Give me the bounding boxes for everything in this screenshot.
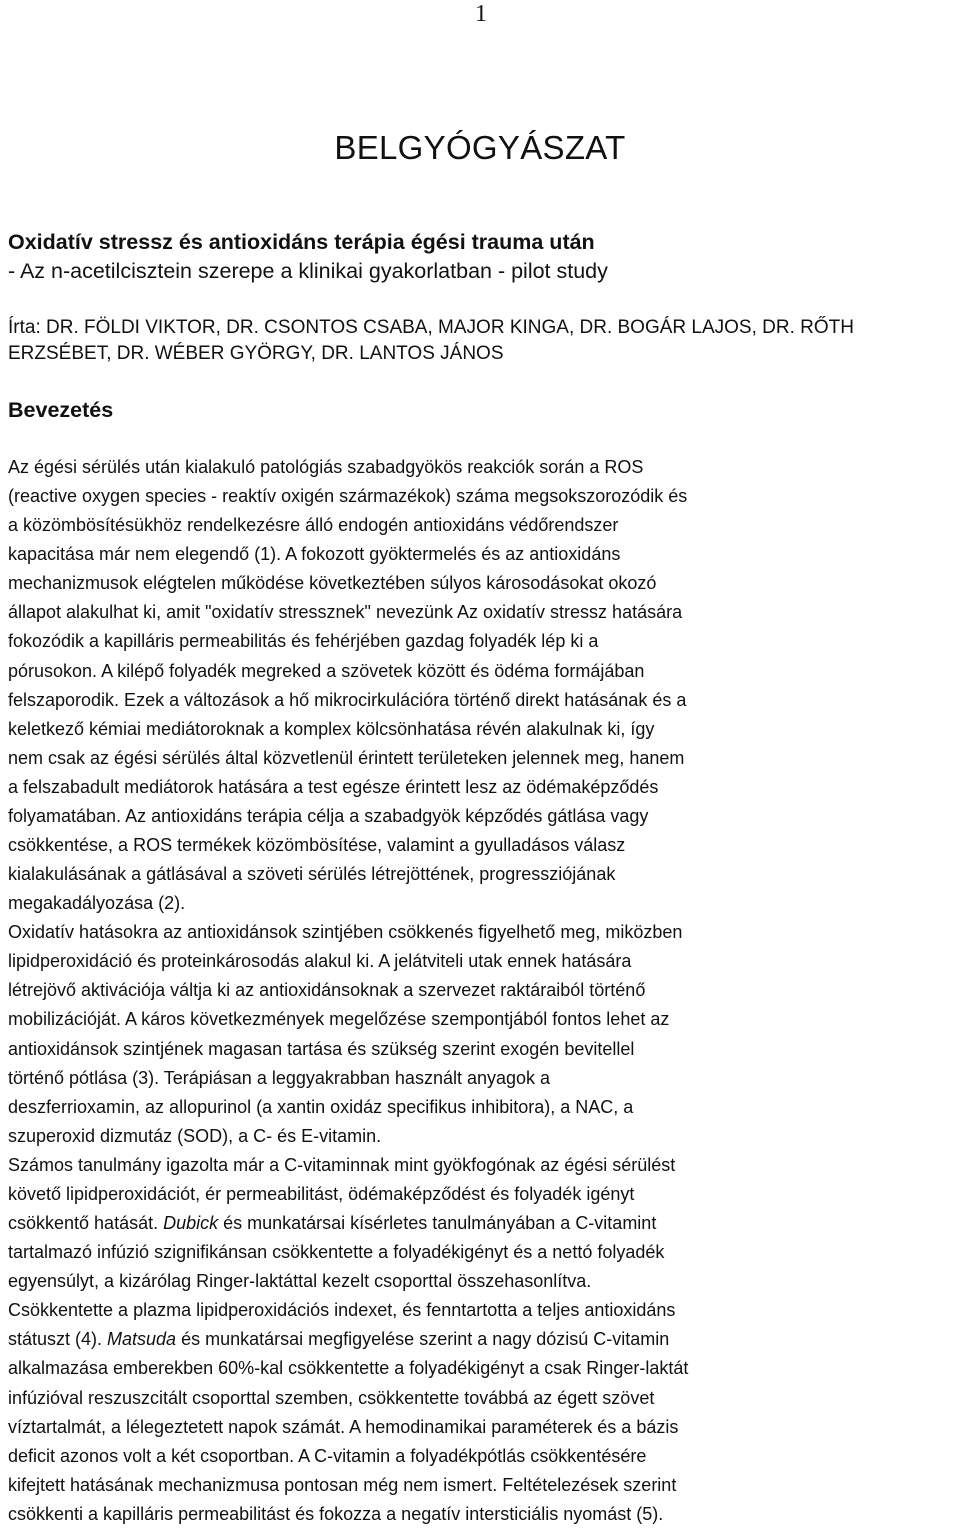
article-subtitle: - Az n-acetilcisztein szerepe a klinikai gyakorlatban - pilot study [8,259,608,283]
body-line: követő lipidperoxidációt, ér permeabilitást, ödémaképződést és folyadék igényt [8,1183,635,1204]
body-line: (reactive oxygen species - reaktív oxigén származékok) száma megsokszorozódik és [8,486,688,507]
author-name-dubick: Dubick [163,1213,219,1234]
body-line: deficit azonos volt a két csoportban. A C-vitamin a folyadékpótlás csökkentésére [8,1445,647,1466]
intro-heading: Bevezetés [8,398,114,422]
body-line: tartalmazó infúzió szignifikánsan csökkentette a folyadékigényt és a nettó folyadék [8,1242,665,1263]
body-line: Csökkentette a plazma lipidperoxidációs indexet, és fenntartotta a teljes antioxidáns [8,1300,676,1321]
body-line: Oxidatív hatásokra az antioxidánsok szintjében csökkenés figyelhető meg, miközben [8,922,683,943]
body-line: állapot alakulhat ki, amit "oxidatív stressznek" nevezünk Az oxidatív stressz hatására [8,602,683,623]
authors-line: Írta: DR. FÖLDI VIKTOR, DR. CSONTOS CSABA, MAJOR KINGA, DR. BOGÁR LAJOS, DR. RŐTH [8,317,854,338]
body-line: pórusokon. A kilépő folyadék megreked a szövetek között és ödéma formájában [8,660,645,681]
body-line: kialakulásának a gátlásával a szöveti sérülés létrejöttének, progressziójának [8,864,616,885]
section-heading: BELGYÓGYÁSZAT [334,129,626,166]
authors [8,315,958,367]
body-line: keletkező kémiai mediátoroknak a komplex kölcsönhatása révén alakulnak ki, így [8,718,655,739]
body-line: nem csak az égési sérülés által közvetlenül érintett területeken jelennek meg, hanem [8,747,685,768]
body-line: csökkenti a kapilláris permeabilitást és fokozza a negatív intersticiális nyomást (5). [8,1503,664,1524]
body-line: létrejövő aktivációja váltja ki az antioxidánsoknak a szervezet raktáraiból történő [8,980,646,1001]
body-line: víztartalmát, a lélegeztetett napok számát. A hemodinamikai paraméterek és a bázis [8,1416,679,1437]
body-line: egyensúlyt, a kizárólag Ringer-laktáttal kezelt csoporttal összehasonlítva. [8,1271,592,1292]
body-line: a felszabadult mediátorok hatására a test egésze érintett lesz az ödémaképződés [8,776,659,797]
body-text-fragment: és munkatársai kísérletes tanulmányában a C-vitamint [218,1213,657,1234]
body-line: felszaporodik. Ezek a változások a hő mikrocirkulációra történő direkt hatásának és a [8,689,687,710]
body-line [8,1325,958,1354]
body-line: Az égési sérülés után kialakuló patológiás szabadgyökös reakciók során a ROS [8,457,644,477]
body-line: alkalmazása emberekben 60%-kal csökkentette a folyadékigényt a csak Ringer-laktát [8,1358,689,1379]
body-line: a közömbösítésükhöz rendelkezésre álló endogén antioxidáns védőrendszer [8,515,619,536]
body-line: deszferrioxamin, az allopurinol (a xantin oxidáz specifikus inhibitora), a NAC, a [8,1096,634,1117]
body-line: történő pótlása (3). Terápiásan a leggyakrabban használt anyagok a [8,1067,551,1088]
body-line: mobilizációját. A káros következmények megelőzése szempontjából fontos lehet az [8,1009,670,1030]
body-line: szuperoxid dizmutáz (SOD), a C- és E-vitamin. [8,1125,382,1146]
body-line: kapacitása már nem elegendő (1). A fokozott gyöktermelés és az antioxidáns [8,544,621,565]
authors-line: ERZSÉBET, DR. WÉBER GYÖRGY, DR. LANTOS JÁNOS [8,343,504,364]
page-number: 1 [475,1,487,27]
body-line: antioxidánsok szintjének magasan tartása és szükség szerint exogén bevitellel [8,1038,635,1059]
body-line [8,1209,958,1238]
body-text-fragment: csökkentő hatását. [8,1213,164,1234]
body-text-fragment: és munkatársai megfigyelése szerint a nagy dózisú C-vitamin [176,1329,670,1350]
article-title: Oxidatív stressz és antioxidáns terápia égési trauma után [8,230,595,254]
author-name-matsuda: Matsuda [107,1329,177,1350]
body-text-fragment: státuszt (4). [8,1329,108,1350]
body-line: lipidperoxidáció és proteinkárosodás alakul ki. A jelátviteli utak ennek hatására [8,951,632,972]
body-line: megakadályozása (2). [8,893,186,914]
body-line: fokozódik a kapilláris permeabilitás és fehérjében gazdag folyadék lép ki a [8,631,599,652]
body-line: folyamatában. Az antioxidáns terápia célja a szabadgyök képződés gátlása vagy [8,805,649,826]
body-line: infúzióval reszuszcitált csoporttal szemben, csökkentette továbbá az égett szövet [8,1387,655,1408]
body-line: kifejtett hatásának mechanizmusa pontosan még nem ismert. Feltételezések szerint [8,1474,677,1495]
article-body [8,453,958,1529]
body-line: csökkentése, a ROS termékek közömbösítése, valamint a gyulladásos válasz [8,835,626,856]
body-line: Számos tanulmány igazolta már a C-vitaminnak mint gyökfogónak az égési sérülést [8,1154,676,1175]
body-line: mechanizmusok elégtelen működése következtében súlyos károsodásokat okozó [8,573,657,594]
